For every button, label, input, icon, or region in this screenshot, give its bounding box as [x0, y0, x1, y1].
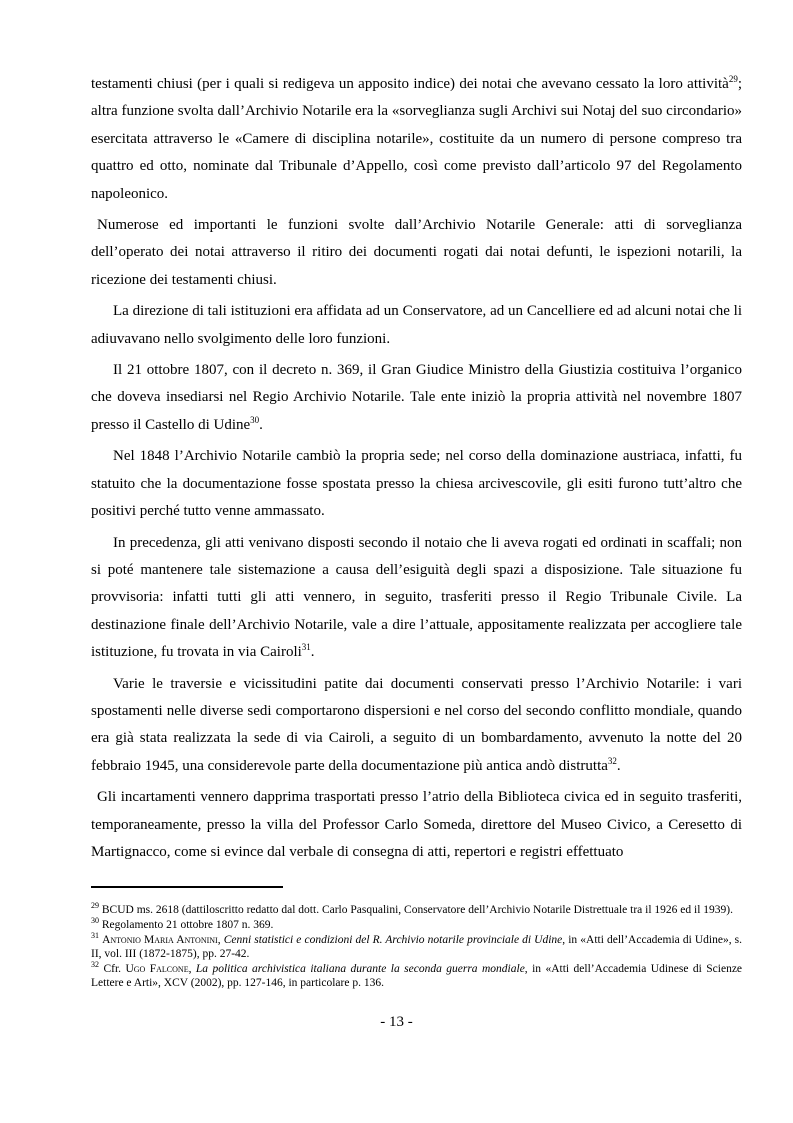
paragraph-1: testamenti chiusi (per i quali si redigeva un apposito indice) dei notai che avevano cessato la loro attività$^{29}$; altra funzione svolta dall’Archivio Notarile era la «sorveglianza sugli Archivi sui Notaj del suo circondario» esercitata attraverso le «Camere di disciplina notarile», costituite da un numero di persone compreso tra quattro ed otto, nominate dal Tribunale d’Appello, così come previsto dall’articolo 97 del Regolamento napoleonico. — [91, 74, 742, 202]
footnote-separator — [91, 886, 283, 888]
footnote-author: Ugo Falcone — [125, 962, 189, 975]
footnote-title: La politica archivistica italiana durante la seconda guerra mondiale — [195, 962, 525, 975]
body-text — [91, 71, 742, 870]
footnote-number: 30 — [91, 915, 99, 925]
footnote-30: $^{30}$ Regolamento 21 ottobre 1807 n. 369. — [91, 915, 274, 931]
paragraph-4: Il 21 ottobre 1807, con il decreto n. 369, il Gran Giudice Ministro della Giustizia costituiva l’organico che doveva insediarsi nel Regio Archivio Notarile. Tale ente iniziò la propria attività nel novembre 1807 presso il Castello di Udine$^{30}$. — [91, 362, 742, 433]
footnote-ref-31[interactable]: 31 — [301, 642, 311, 653]
paragraph-3: La direzione di tali istituzioni era affidata ad un Conservatore, ad un Cancelliere ed ad alcuni notai che li adiuvavano nello svolgimento delle loro funzioni. — [91, 303, 742, 347]
page-number: - 13 - — [380, 1014, 413, 1030]
footnote-number: 31 — [91, 930, 99, 940]
footnote-title: Cenni statistici e condizioni del R. Archivio notarile provinciale di Udine — [223, 933, 563, 946]
paragraph-8: Gli incartamenti vennero dapprima trasportati presso l’atrio della Biblioteca civica ed in seguito trasferiti, temporaneamente, presso la villa del Professor Carlo Someda, direttore del Museo Civico, a Ceresetto di Martignacco, come si evince dal verbale di consegna di atti, repertori e registri effettuato — [91, 789, 742, 860]
footnote-31: $^{31}$ Antonio Maria Antonini, Cenni statistici e condizioni del R. Archivio notarile provinciale di Udine, in «Atti dell’Accademia di Udine», s. II, vol. III (1872-1875), pp. 27-42. — [91, 930, 743, 960]
footnote-number: 29 — [91, 901, 99, 911]
footnote-number: 32 — [91, 959, 99, 969]
paragraph-2: Numerose ed importanti le funzioni svolte dall’Archivio Notarile Generale: atti di sorveglianza dell’operato dei notai attraverso il ritiro dei documenti rogati dai notai defunti, le ispezioni notarili, la ricezione dei testamenti chiusi. — [91, 217, 742, 288]
paragraph-5: Nel 1848 l’Archivio Notarile cambiò la propria sede; nel corso della dominazione austriaca, infatti, fu statuito che la documentazione fosse spostata presso la chiesa arcivescovile, gli esiti furono tutt’altro che positivi perché tutto venne ammassato. — [91, 448, 742, 520]
footnote-32: $^{32}$ Cfr. Ugo Falcone, La politica archivistica italiana durante la seconda guerra mondiale, in «Atti dell’Accademia Udinese di Scienze Lettere e Arti», XCV (2002), pp. 127-146, in particolare p. 136. — [91, 959, 743, 989]
footnote-ref-29[interactable]: 29 — [728, 74, 738, 84]
paragraph-7: Varie le traversie e vicissitudini patite dai documenti conservati presso l’Archivio Notarile: i vari spostamenti nelle diverse sedi comportarono dispersioni e nel corso del secondo conflitto mondiale, quando era già stata realizzata la sede di via Cairoli, a seguito di un bombardamento, avvenuto la notte del 20 febbraio 1945, una considerevole parte della documentazione più antica andò distrutta$^{32}$. — [91, 675, 742, 774]
footnotes — [91, 903, 742, 991]
footnote-ref-32[interactable]: 32 — [607, 755, 617, 766]
footnote-29: $^{29}$ BCUD ms. 2618 (dattiloscritto redatto dal dott. Carlo Pasqualini, Conservatore dell’Archivio Notarile Distrettuale tra il 1926 ed il 1939). — [91, 901, 733, 916]
footnote-ref-30[interactable]: 30 — [250, 414, 260, 425]
footnote-author: Antonio Maria Antonini — [102, 933, 218, 946]
paragraph-6: In precedenza, gli atti venivano disposti secondo il notaio che li aveva rogati ed ordinati in scaffali; non si poté mantenere tale sistemazione a causa dell’esiguità degli spazi a disposizione. Tale situazione fu provvisoria: infatti tutti gli atti vennero, in seguito, trasferiti presso il Regio Tribunale Civile. La destinazione finale dell’Archivio Notarile, vale a dire l’attuale, appositamente realizzata per accogliere tale istituzione, fu trovata in via Cairoli$^{31}$. — [91, 534, 742, 661]
